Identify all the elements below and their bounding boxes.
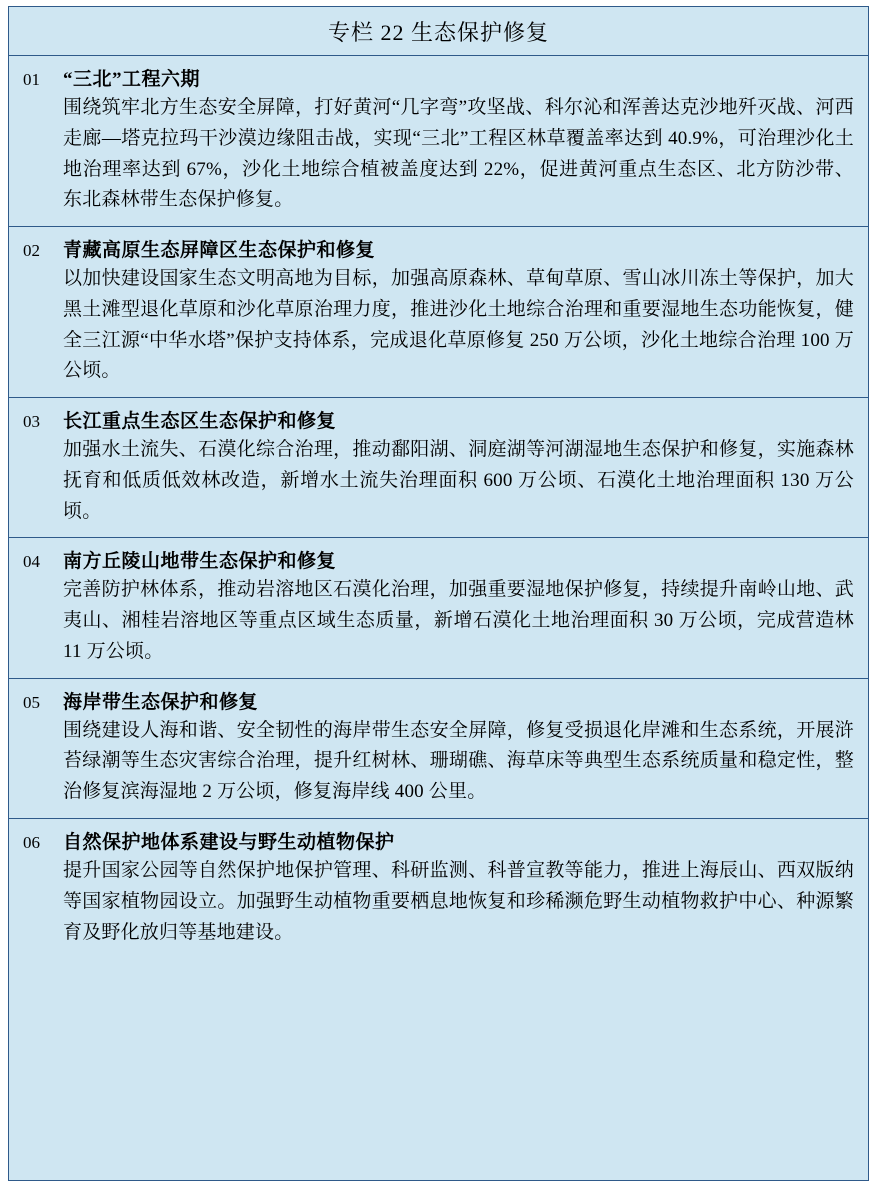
item-header bbox=[23, 235, 854, 262]
item-number: 01 bbox=[23, 70, 40, 89]
feature-box bbox=[8, 6, 869, 1181]
item-title: 长江重点生态区生态保护和修复 bbox=[63, 411, 337, 433]
list-item bbox=[9, 56, 868, 227]
item-body: 提升国家公园等自然保护地保护管理、科研监测、科普宣教等能力，推进上海辰山、西双版纳等国家植物园设立。加强野生动植物重要栖息地恢复和珍稀濒危野生动植物救护中心、种源繁育及野化放归等基地建设。 bbox=[63, 860, 854, 943]
item-body: 完善防护林体系，推动岩溶地区石漠化治理，加强重要湿地保护修复，持续提升南岭山地、武夷山、湘桂岩溶地区等重点区域生态质量，新增石漠化土地治理面积 30 万公顷，完成营造林 11 万公顷。 bbox=[63, 579, 854, 662]
item-number: 02 bbox=[23, 241, 40, 261]
item-title: 海岸带生态保护和修复 bbox=[63, 691, 259, 713]
item-body: 围绕建设人海和谐、安全韧性的海岸带生态安全屏障，修复受损退化岸滩和生态系统，开展浒苔绿潮等生态灾害综合治理，提升红树林、珊瑚礁、海草床等典型生态系统质量和稳定性，整治修复滨海湿地 2 万公顷，修复海岸线 400 公里。 bbox=[63, 719, 854, 803]
list-item bbox=[9, 227, 868, 398]
list-item bbox=[9, 398, 868, 538]
list-item bbox=[9, 538, 868, 678]
item-title: “三北”工程六期 bbox=[63, 69, 201, 90]
item-body: 围绕筑牢北方生态安全屏障，打好黄河“几字弯”攻坚战、科尔沁和浑善达克沙地歼灭战、河西走廊—塔克拉玛干沙漠边缘阻击战，实现“三北”工程区林草覆盖率达到 40.9%，可治理沙化土地治理率达到 67%，沙化土地综合植被盖度达到 22%，促进黄河重点生态区、北方防沙带、东北森林带生态保护修复。 bbox=[63, 97, 854, 211]
box-title bbox=[9, 7, 868, 56]
item-title: 自然保护地体系建设与野生动植物保护 bbox=[63, 832, 395, 854]
item-header bbox=[23, 64, 854, 91]
item-body: 加强水土流失、石漠化综合治理，推动鄱阳湖、洞庭湖等河湖湿地生态保护和修复，实施森林抚育和低质低效林改造，新增水土流失治理面积 600 万公顷、石漠化土地治理面积 130 万公顷。 bbox=[63, 439, 854, 522]
item-number: 04 bbox=[23, 552, 40, 572]
item-header bbox=[23, 827, 854, 854]
list-item bbox=[9, 819, 868, 958]
item-body: 以加快建设国家生态文明高地为目标，加强高原森林、草甸草原、雪山冰川冻土等保护，加大黑土滩型退化草原和沙化草原治理力度，推进沙化土地综合治理和重要湿地生态功能恢复，健全三江源“中华水塔”保护支持体系，完成退化草原修复 250 万公顷，沙化土地综合治理 100 万公顷。 bbox=[63, 268, 854, 382]
item-title: 南方丘陵山地带生态保护和修复 bbox=[63, 551, 337, 573]
box-title-text: 专栏 22 生态保护修复 bbox=[327, 19, 549, 45]
item-header bbox=[23, 406, 854, 433]
item-number: 06 bbox=[23, 833, 40, 853]
item-title: 青藏高原生态屏障区生态保护和修复 bbox=[63, 240, 376, 262]
item-number: 05 bbox=[23, 692, 40, 712]
item-header bbox=[23, 546, 854, 573]
box-item-list bbox=[9, 56, 868, 1180]
item-header bbox=[23, 687, 854, 714]
item-number: 03 bbox=[23, 412, 40, 432]
list-item bbox=[9, 679, 868, 819]
